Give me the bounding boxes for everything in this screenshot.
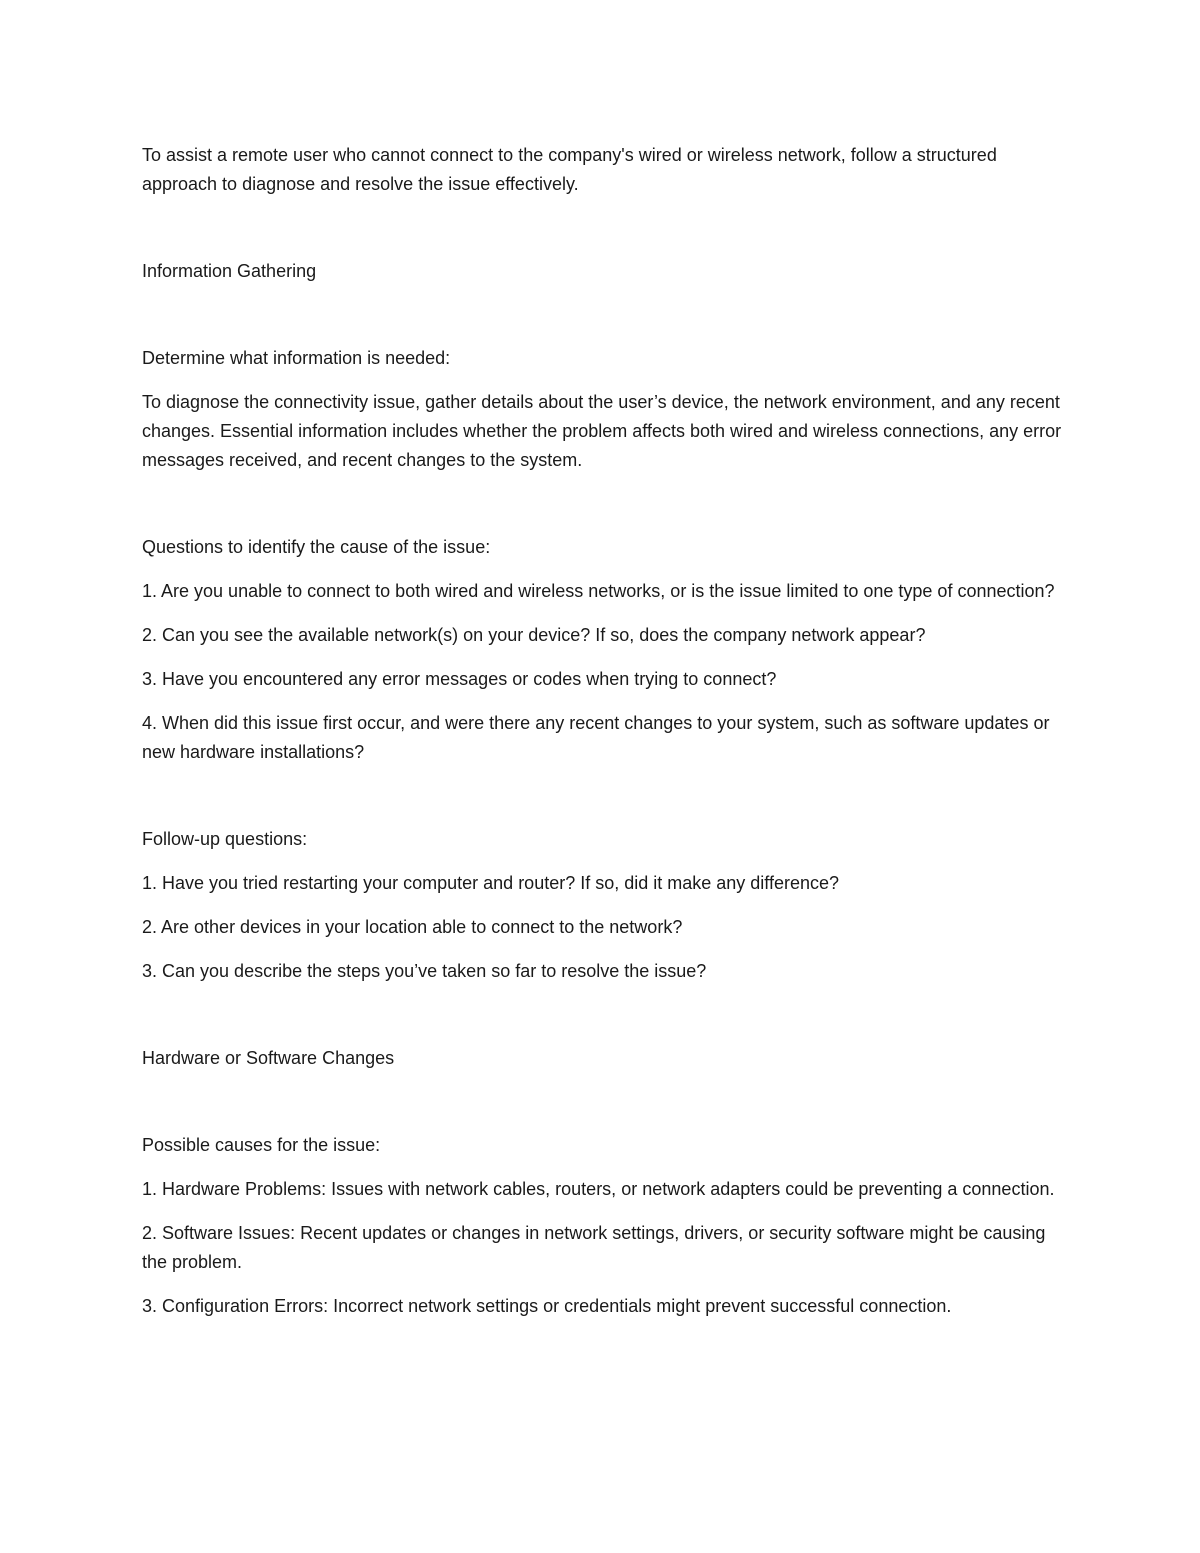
question-item: 1. Are you unable to connect to both wired and wireless networks, or is the issue limited to one type of connection? [142,581,1055,601]
followup-label: Follow-up questions: [142,829,308,849]
question-item: 4. When did this issue first occur, and were there any recent changes to your system, such as software updates or new hardware installations? [142,713,1050,762]
followup-item: 3. Can you describe the steps you’ve taken so far to resolve the issue? [142,961,707,981]
cause-item: 2. Software Issues: Recent updates or changes in network settings, drivers, or security software might be causing the problem. [142,1223,1046,1272]
determine-info-label: Determine what information is needed: [142,348,451,368]
cause-item: 1. Hardware Problems: Issues with network cables, routers, or network adapters could be preventing a connection. [142,1179,1055,1199]
followup-item: 2. Are other devices in your location able to connect to the network? [142,917,683,937]
determine-info-paragraph: To diagnose the connectivity issue, gather details about the user’s device, the network environment, and any recent changes. Essential information includes whether the problem affects both wired and wireless connections, any error messages received, and recent changes to the system. [142,392,1062,470]
document-body [142,141,1067,1336]
section-heading-information-gathering: Information Gathering [142,261,317,281]
causes-label: Possible causes for the issue: [142,1135,381,1155]
questions-label: Questions to identify the cause of the issue: [142,537,491,557]
followup-item: 1. Have you tried restarting your computer and router? If so, did it make any difference? [142,873,840,893]
section-heading-hardware-software-changes: Hardware or Software Changes [142,1048,395,1068]
question-item: 3. Have you encountered any error messages or codes when trying to connect? [142,669,777,689]
cause-item: 3. Configuration Errors: Incorrect network settings or credentials might prevent successful connection. [142,1296,952,1316]
intro-paragraph: To assist a remote user who cannot connect to the company's wired or wireless network, follow a structured approach to diagnose and resolve the issue effectively. [142,145,997,194]
question-item: 2. Can you see the available network(s) on your device? If so, does the company network appear? [142,625,926,645]
